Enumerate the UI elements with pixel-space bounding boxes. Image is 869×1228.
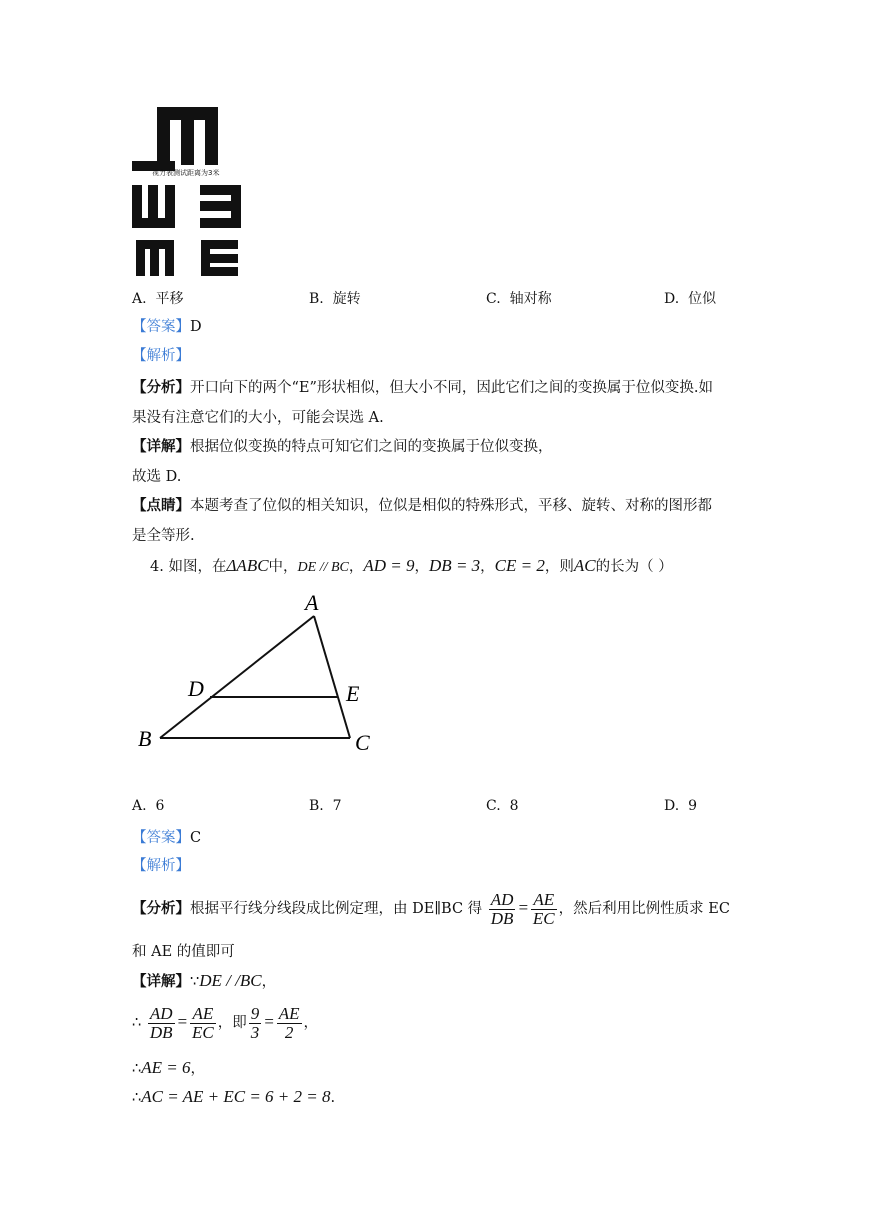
q3-comment-line1: 【点睛】本题考查了位似的相关知识，位似是相似的特殊形式，平移、旋转、对称的图形都 bbox=[132, 497, 712, 514]
q4-option-a: A. 6 bbox=[132, 798, 165, 814]
label-e: E bbox=[346, 681, 360, 706]
q4-analysis-tag: 【解析】 bbox=[132, 858, 190, 874]
q3-option-c: C. 轴对称 bbox=[486, 291, 552, 307]
q4-answer: 【答案】C bbox=[132, 830, 202, 846]
q4-fenxi-line1: 【分析】根据平行线分线段成比例定理，由 DE∥BC 得 $\frac{AD}{DB}$ = $\frac{AE}{EC}$ ，然后利用比例性质求 EC bbox=[132, 889, 730, 928]
label-a: A bbox=[305, 590, 319, 615]
q4-detail-line: 【详解】∵DE / /BC， bbox=[132, 971, 277, 990]
fraction-ad-db: $\frac{AD}{DB}$ bbox=[490, 889, 514, 928]
q4-fenxi-line2: 和 AE 的值即可 bbox=[132, 944, 235, 960]
label-c: C bbox=[355, 730, 370, 755]
label-b: B bbox=[138, 726, 152, 751]
q4-step2: ∴AE = 6， bbox=[132, 1058, 205, 1077]
q4-option-c: C. 8 bbox=[486, 798, 519, 814]
q4-step1: ∴ $\frac{AD}{DB}$ = $\frac{AE}{EC}$ ，即 $\frac{9}{3}$ = $\frac{AE}{2}$ ， bbox=[132, 1003, 318, 1042]
q4-step3: ∴AC = AE + EC = 6 + 2 = 8. bbox=[132, 1087, 336, 1106]
q3-comment-line2: 是全等形. bbox=[132, 528, 195, 544]
triangle-figure bbox=[130, 588, 390, 758]
eye-chart-caption: 视力表测试距离为3米 bbox=[152, 169, 220, 177]
eye-chart bbox=[130, 105, 245, 280]
label-d: D bbox=[188, 676, 204, 701]
q3-fenxi-line1: 【分析】开口向下的两个“E”形状相似，但大小不同，因此它们之间的变换属于位似变换.如 bbox=[132, 379, 714, 396]
fraction-ae-ec: $\frac{AE}{EC}$ bbox=[532, 889, 555, 928]
q3-option-a: A. 平移 bbox=[132, 291, 184, 307]
q3-fenxi-line2: 果没有注意它们的大小，可能会误选 A. bbox=[132, 410, 384, 426]
q4-option-b: B. 7 bbox=[309, 798, 342, 814]
q3-analysis-tag: 【解析】 bbox=[132, 348, 190, 364]
q4-option-d: D. 9 bbox=[664, 798, 698, 814]
q3-option-d: D. 位似 bbox=[664, 291, 717, 307]
q3-detail-line2: 故选 D. bbox=[132, 469, 182, 485]
q4-stem: 4. 如图，在ΔABC中，DE // BC，AD = 9，DB = 3，CE = 2，则AC的长为（ ） bbox=[150, 556, 673, 575]
q3-detail-line1: 【详解】根据位似变换的特点可知它们之间的变换属于位似变换， bbox=[132, 438, 553, 455]
q3-option-b: B. 旋转 bbox=[309, 291, 361, 307]
eye-chart-graphic bbox=[130, 105, 245, 280]
q3-answer: 【答案】D bbox=[132, 319, 202, 335]
